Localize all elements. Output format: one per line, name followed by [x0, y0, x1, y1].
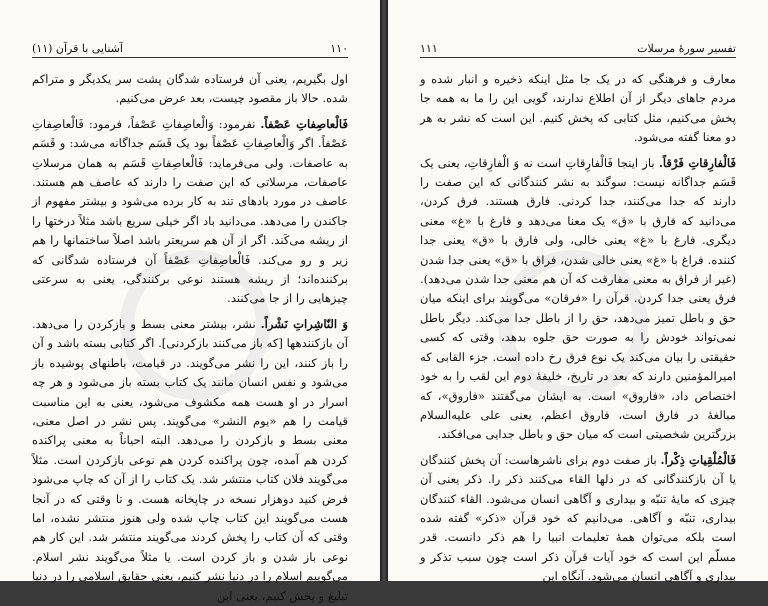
header-rule: [32, 57, 348, 58]
paragraph: معارف و فرهنگی که در یک جا مثل اینکه ذخیره و انبار شده و مردم جاهای دیگر از آن اطلاع ندارند، گویی این را ما به همه جا پخش می‌کنیم، مثل کتابی که پخش کنیم. این است که نشر به هر دو معنا گفته می‌شود.: [420, 72, 736, 145]
paragraph: اول بگیریم، یعنی آن فرستاده شدگان پشت سر یکدیگر و متراکم شده. حالا باز مقصود چیست، بعد عرض می‌کنیم.: [32, 72, 348, 106]
verse-heading: فَالْفارِقاتِ فَرْقاً.: [658, 155, 736, 170]
page-number: ۱۱۰: [330, 42, 348, 55]
right-page: [388, 0, 768, 584]
paragraph: فَالْفارِقاتِ فَرْقاً. باز اینجا فَالْفارِقاتِ است نه وَ الْفارِقاتِ، یعنی یک قَسَم جداگانه نیست: سوگند به نشر کنندگانی که این صفت را دارند که جدا می‌کنند، جدا کردنی. فارق هستند. فرق کردن، می‌دانید که فارق با «ق» یک معنا می‌دهد و فارغ با «غ» معنی دیگری. فارغ با «غ» یعنی خالی، ولی فارق با «ق» یعنی جدا کننده. فراغ با «غ» یعنی خالی شدن، فراق با «ق» یعنی جدا شدن (غیر از فراق به معنی مفارقت که آن هم معنی جدا شدن می‌دهد). فرق یعنی جدا کردن. قرآن را «فرقان» می‌گویند برای اینکه میان حق و باطل تمیز می‌دهد، حق را از باطل جدا می‌کند. دیگر باطل نمی‌تواند خودش را به صورت حق جلوه بدهد، وقتی که کسی حقیقتی را بیان می‌کند یک نوع فرق رخ داده است. جزء القابی که امیرالمؤمنین دارند که بعد در تاریخ، خلیفهٔ دوم این لقب را به خود اختصاص داد، «فاروق» است. به ایشان می‌گفتند «فاروق»، که مبالغهٔ در فارق است، فاروق اعظم، یعنی علی علیه‌السلام بزرگترین شخصیتی است که میان حق و باطل جدایی می‌افکند.: [420, 155, 736, 442]
verse-heading: فَالْعاصِفاتِ عَصْفاً.: [260, 116, 348, 131]
header-rule: [420, 57, 736, 58]
paragraph: وَ النّاشِراتِ نَشْراً. نشر، بیشتر معنی بسط و بازکردن را می‌دهد. آن بازکنندهها [که باز می‌کنند بازکردنی]. اگر کتابی بسته باشد و آن را باز کنند، این را نشر می‌گویند. در قیامت، باطنهای پوشیده باز می‌شود و نفس انسان مانند یک کتاب بسته باز می‌شود و هر چه اسرار در او هست همه مکشوف می‌شود، یعنی به این مناسبت قیامت را هم «یوم النشر» می‌گویند. پس نشر در اصل معنی، معنی بسط و بازکردن را می‌دهد. البته احیاناً به معنی پراکنده کردن هم آمده، چون پراکنده کردن هم نوعی بازکردن است. مثلاً می‌گویند فلان کتاب منتشر شد. یک کتاب را از آن که چاپ می‌شود فرض کنید دوهزار نسخه در چاپخانه هست. و تا وقتی که در آنجا هست می‌گویند این کتاب چاپ شده ولی هنوز منتشر نشده، اما وقتی که آن کتاب را پخش کردند می‌گویند منتشر شد. این کار هم نوعی باز شدن و باز کردن است. یا مثلاً می‌گویند نشر اسلام. می‌گوییم اسلام را در دنیا نشر کنیم، یعنی حقایق اسلامی را در دنیا تبلیغ و پخش کنیم، یعنی این: [32, 316, 348, 603]
right-page-header: [420, 42, 736, 58]
right-page-body: [420, 70, 736, 584]
running-title: آشنایی با قرآن (۱۱): [32, 42, 123, 55]
left-page: [0, 0, 380, 603]
paragraph: فَالْمُلْقِیاتِ ذِکْراً. باز صفت دوم برای ناشرهاست: آن پخش کنندگان یا آن بازکنندگانی که در دلها القاء می‌کنند ذکر را. ذکر یعنی آن چیزی که مایهٔ تنبّه و بیداری و آگاهی انسان می‌شود. القاء کنندگان بیداری، تنبّه و آگاهی. می‌دانیم که خود قرآن «ذکر» گفته شده است بلکه می‌توان همهٔ تعلیمات انبیا را هم ذکر دانست. قدر مسلّم این است که خود آیات قرآن ذکر است چون سبب تذکر و بیداری و آگاهی انسان می‌شود. آنگاه این: [420, 452, 736, 584]
paragraph: فَالْعاصِفاتِ عَصْفاً. نفرمود: وَالْعاصِفاتِ عَصْفاً، فرمود: فَالْعاصِفاتِ عَصْفاً. اگر وَالْعاصِفاتِ عَصْفاً بود یک قَسَم جداگانه می‌شد: و قَسَم به عاصفات. ولی می‌فرماید: فَالْعاصِفاتِ قَسَم به همان مرسلاتِ عاصفات، مرسلاتی که این صفت را دارند که عاصف هم هستند. عاصف در مورد بادهای تند به کار برده می‌شود و بیشتر مفهوم از جاکندن را می‌دهد. می‌دانید باد اگر خیلی سریع باشد مثلاً درختها را از ریشه می‌کَند. اگر از آن هم سریعتر باشد اصلاً ساختمانها را هم زیر و رو می‌کند. فَالْعاصِفاتِ عَصْفاً آن فرستاده شدگانی که برکننده‌اند؛ از ریشه هستند نوعی برکنندگی، یعنی به سرعتی چیزهایی را از جا می‌کنند.: [32, 116, 348, 306]
verse-heading: فَالْمُلْقِیاتِ ذِکْراً.: [660, 452, 736, 467]
left-page-header: [32, 42, 348, 58]
book-spine: [380, 0, 388, 581]
page-number: ۱۱۱: [420, 42, 438, 55]
left-page-body: [32, 70, 348, 603]
verse-heading: وَ النّاشِراتِ نَشْراً.: [260, 316, 348, 331]
running-title: تفسیر سورهٔ مرسلات: [637, 42, 736, 55]
